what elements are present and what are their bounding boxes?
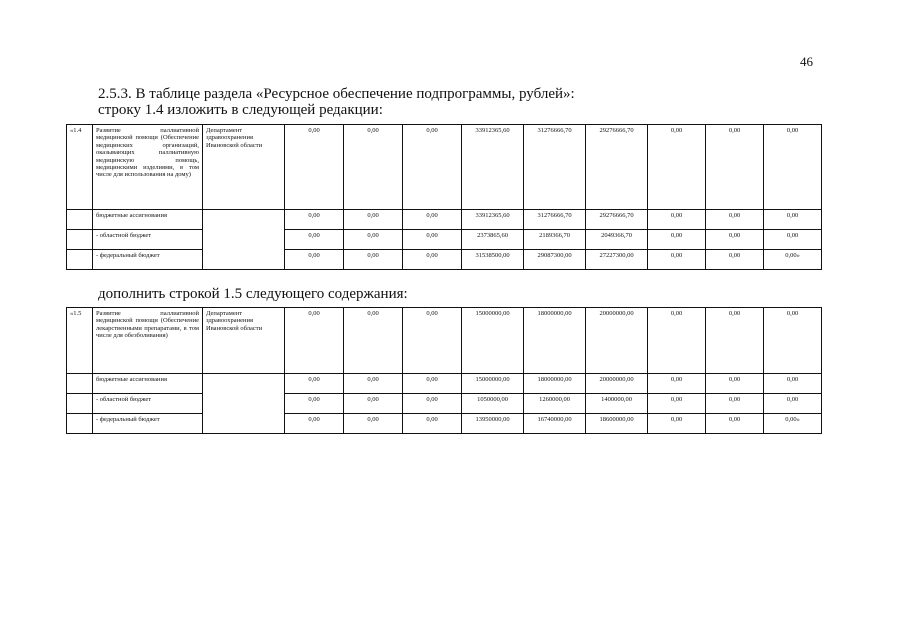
value-cell: 0,00	[764, 374, 822, 394]
value-cell: 0,00	[344, 414, 403, 434]
value-cell: 0,00	[648, 308, 706, 374]
value-cell: 29276666,70	[586, 125, 648, 210]
value-cell: 18000000,00	[524, 308, 586, 374]
value-cell: 20000000,00	[586, 308, 648, 374]
value-cell: 0,00	[648, 210, 706, 230]
row-index: «1.5	[67, 308, 93, 374]
value-cell: 2373865,60	[462, 230, 524, 250]
value-cell: 0,00	[285, 230, 344, 250]
value-cell: 0,00	[403, 308, 462, 374]
value-cell: 0,00	[344, 250, 403, 270]
value-cell: 0,00	[285, 414, 344, 434]
value-cell: 0,00	[285, 394, 344, 414]
value-cell: 1400000,00	[586, 394, 648, 414]
row-label: - федеральный бюджет	[93, 250, 203, 270]
value-cell: 0,00	[403, 374, 462, 394]
value-cell: 0,00	[648, 374, 706, 394]
table-row-main	[67, 125, 822, 210]
instruction-line-3: дополнить строкой 1.5 следующего содержания:	[98, 286, 408, 302]
value-cell: 0,00	[706, 210, 764, 230]
value-cell: 0,00	[344, 394, 403, 414]
value-cell: 0,00	[403, 394, 462, 414]
value-cell: 0,00	[344, 125, 403, 210]
value-cell: 0,00	[285, 125, 344, 210]
value-cell: 0,00»	[764, 250, 822, 270]
row-label: - областной бюджет	[93, 230, 203, 250]
empty-cell	[67, 414, 93, 434]
value-cell: 18600000,00	[586, 414, 648, 434]
value-cell: 0,00	[706, 414, 764, 434]
value-cell: 29087300,00	[524, 250, 586, 270]
empty-cell	[67, 250, 93, 270]
page-number: 46	[800, 54, 813, 69]
value-cell: 0,00	[344, 308, 403, 374]
value-cell: 29276666,70	[586, 210, 648, 230]
table-row-budget	[67, 210, 822, 230]
value-cell: 16740000,00	[524, 414, 586, 434]
value-cell: 0,00	[403, 210, 462, 230]
value-cell: 33912365,60	[462, 210, 524, 230]
value-cell: 0,00	[706, 230, 764, 250]
value-cell: 0,00	[764, 308, 822, 374]
value-cell: 0,00	[706, 374, 764, 394]
row-executor: Департамент здравоохранения Ивановской области	[203, 308, 285, 374]
value-cell: 0,00	[285, 210, 344, 230]
value-cell: 2049366,70	[586, 230, 648, 250]
row-executor: Департамент здравоохранения Ивановской области	[203, 125, 285, 210]
table-row-federal	[67, 250, 822, 270]
row-label: бюджетные ассигнования	[93, 374, 203, 394]
value-cell: 1050000,00	[462, 394, 524, 414]
value-cell: 31538500,00	[462, 250, 524, 270]
value-cell: 31276666,70	[524, 125, 586, 210]
value-cell: 31276666,70	[524, 210, 586, 230]
value-cell: 0,00	[285, 250, 344, 270]
value-cell: 0,00	[706, 308, 764, 374]
value-cell: 0,00	[764, 394, 822, 414]
value-cell: 0,00	[403, 230, 462, 250]
table-row-regional	[67, 230, 822, 250]
value-cell: 0,00	[648, 250, 706, 270]
value-cell: 15000000,00	[462, 374, 524, 394]
value-cell: 0,00	[285, 374, 344, 394]
table-row-main	[67, 308, 822, 374]
table-row-federal	[67, 414, 822, 434]
resource-table-row-1-4	[66, 124, 822, 270]
value-cell: 20000000,00	[586, 374, 648, 394]
table-row-budget	[67, 374, 822, 394]
value-cell: 0,00	[344, 210, 403, 230]
value-cell: 0,00	[648, 414, 706, 434]
table-row-regional	[67, 394, 822, 414]
value-cell: 2189366,70	[524, 230, 586, 250]
value-cell: 0,00	[403, 125, 462, 210]
value-cell: 0,00	[285, 308, 344, 374]
instruction-line-1: 2.5.3. В таблице раздела «Ресурсное обеспечение подпрограммы, рублей»:	[98, 86, 575, 102]
value-cell: 0,00	[648, 230, 706, 250]
row-index: «1.4	[67, 125, 93, 210]
row-label: - федеральный бюджет	[93, 414, 203, 434]
value-cell: 27227300,00	[586, 250, 648, 270]
empty-cell	[67, 374, 93, 394]
value-cell: 33912365,60	[462, 125, 524, 210]
value-cell: 0,00	[706, 250, 764, 270]
value-cell: 0,00	[648, 394, 706, 414]
empty-cell	[67, 394, 93, 414]
value-cell: 0,00	[706, 125, 764, 210]
value-cell: 0,00	[648, 125, 706, 210]
resource-table-row-1-5	[66, 307, 822, 434]
value-cell: 18000000,00	[524, 374, 586, 394]
value-cell: 0,00	[403, 414, 462, 434]
empty-executor-cell	[203, 210, 285, 270]
row-description: Развитие паллиативной медицинской помощи (Обеспечение медицинских организаций, оказывающих паллиативную медицинскую помощь, медицинскими изделиями, в том числе для использования на дому)	[93, 125, 203, 210]
value-cell: 0,00	[706, 394, 764, 414]
value-cell: 15000000,00	[462, 308, 524, 374]
value-cell: 0,00	[403, 250, 462, 270]
value-cell: 0,00»	[764, 414, 822, 434]
value-cell: 1260000,00	[524, 394, 586, 414]
empty-cell	[67, 230, 93, 250]
value-cell: 0,00	[764, 210, 822, 230]
value-cell: 13950000,00	[462, 414, 524, 434]
row-description: Развитие паллиативной медицинской помощи (Обеспечение лекарственными препаратами, в том числе для обезболивания)	[93, 308, 203, 374]
value-cell: 0,00	[764, 230, 822, 250]
instruction-line-2: строку 1.4 изложить в следующей редакции:	[98, 102, 383, 118]
row-label: бюджетные ассигнования	[93, 210, 203, 230]
value-cell: 0,00	[344, 374, 403, 394]
value-cell: 0,00	[764, 125, 822, 210]
row-label: - областной бюджет	[93, 394, 203, 414]
empty-executor-cell	[203, 374, 285, 434]
value-cell: 0,00	[344, 230, 403, 250]
empty-cell	[67, 210, 93, 230]
